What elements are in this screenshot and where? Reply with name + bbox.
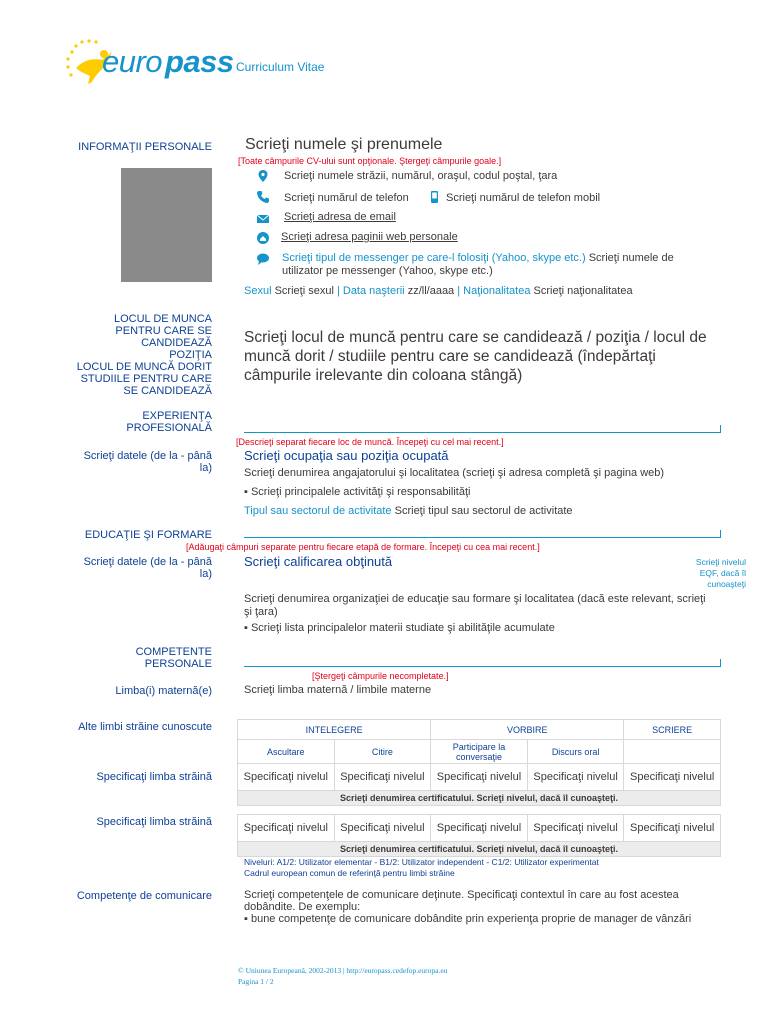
mobile-text: Scrieţi numărul de telefon mobil [446,192,601,204]
education-note: [Adăugaţi câmpuri separate pentru fiecare etapă de formare. Începeţi cu cea mai recent.] [186,542,540,552]
section-label-skills: COMPETENTE PERSONALE [135,646,212,670]
target-job-text: Scrieţi locul de muncă pentru care se candidează / poziţia / locul de muncă dorit / studiile pentru care se candidează (îndepărtaţi câmpurile irelevante din coloana stângă) [244,329,707,384]
messenger-label: Scrieţi tipul de messenger pe care-l folosiţi (Yahoo, skype etc.) [282,252,586,264]
education-organisation: Scrieţi denumirea organizaţiei de educaţie sau formare şi localitatea (dacă este relevant, scrieţi şi ţara) [244,593,706,618]
level-cell: Specificaţi nivelul [624,764,721,791]
other-languages-label: Alte limbi străine cunoscute [78,721,212,733]
experience-activities: ▪ Scrieţi principalele activităţi şi responsabilităţi [244,486,471,498]
level-cell: Specificaţi nivelul [238,764,335,791]
mother-tongue-label: Limba(i) maternă(e) [115,685,212,697]
languages-table [237,719,721,857]
section-divider [244,432,721,433]
header-speaking: VORBIRE [431,720,624,740]
communication-skills-text: Scrieţi competenţele de comunicare deţinute. Specificaţi contextul în care au fost acestea dobândite. De exemplu: ▪ bune competenţe de comunicare dobândite prin experienţa proprie de manager de vânzări [244,889,692,925]
level-cell: Specificaţi nivelul [334,764,431,791]
eqf-level: Scrieţi nivelul EQF, dacă îl cunoaşteţi [695,557,746,589]
section-divider-tick [720,530,721,538]
level-cell: Specificaţi nivelul [238,815,335,842]
dob-value: zz/ll/aaaa [407,285,455,297]
experience-sector: Tipul sau sectorul de activitate Scrieţi tipul sau sectorul de activitate [244,505,573,517]
dob-label: Data naşterii [342,285,405,297]
skills-note: [Ştergeţi câmpurile necompletate.] [312,671,449,681]
section-label-personal: INFORMAŢII PERSONALE [78,141,212,153]
mother-tongue-value: Scrieţi limba maternă / limbile materne [244,684,432,696]
foreign-language-name: Specificaţi limba străină [96,771,212,783]
section-divider [244,666,721,667]
optional-fields-note: [Toate câmpurile CV-ului sunt opţionale. Ştergeţi câmpurile goale.] [238,156,502,166]
section-divider [244,537,721,538]
subheader-production: Discurs oral [527,740,624,764]
experience-note: [Descrieţi separat fiecare loc de muncă. Începeţi cu cel mai recent.] [236,437,504,447]
header-writing: SCRIERE [624,720,721,740]
phone-icon [256,190,270,204]
address-text: Scrieţi numele străzii, numărul, oraşul, codul poştal, ţara [284,170,558,182]
section-divider-tick [720,659,721,667]
section-label-education: EDUCAŢIE ŞI FORMARE [84,529,212,541]
certificate-row: Scrieţi denumirea certificatului. Scrieţi nivelul, dacă îl cunoaşteţi. [238,842,721,857]
sex-value: Scrieţi sexul [274,285,334,297]
web-home-icon [256,231,270,245]
experience-employer: Scrieţi denumirea angajatorului şi localitatea (scrieţi şi adresa completă şi pagina web) [244,467,665,479]
section-divider-tick [720,425,721,433]
level-cell: Specificaţi nivelul [527,815,624,842]
mobile-phone-icon [427,190,441,204]
messenger-chat-icon [256,252,270,266]
level-cell: Specificaţi nivelul [334,815,431,842]
levels-legend: Niveluri: A1/2: Utilizator elementar - B1/2: Utilizator independent - C1/2: Utilizator experimentat Cadrul european comun de referinţă pentru limbi străine [244,857,599,878]
nationality-value: Scrieţi naţionalitatea [533,285,633,297]
communication-skills-label: Competenţe de comunicare [76,890,212,902]
subheader-reading: Citire [334,740,431,764]
education-dates: Scrieţi datele (de la - până la) [83,556,212,580]
full-name: Scrieţi numele şi prenumele [245,136,443,153]
footer-page-number: Pagina 1 / 2 [238,977,274,986]
foreign-language-name: Specificaţi limba străină [96,816,212,828]
certificate-row: Scrieţi denumirea certificatului. Scrieţi nivelul, dacă îl cunoaşteţi. [238,791,721,806]
section-label-target: LOCUL DE MUNCA PENTRU CARE SE CANDIDEAZĂ POZIŢIA LOCUL DE MUNCĂ DORIT STUDIILE PENTRU CARE SE CANDIDEAZĂ [76,313,212,397]
phone-text: Scrieţi numărul de telefon [284,192,409,204]
level-cell: Specificaţi nivelul [624,815,721,842]
education-title: Scrieţi calificarea obţinută [244,554,393,569]
email-envelope-icon [256,212,270,226]
level-cell: Specificaţi nivelul [431,815,528,842]
messenger-value: Scrieţi numele de utilizator pe messenger (Yahoo, skype etc.) [282,252,674,277]
email-link[interactable]: Scrieţi adresa de email [284,211,396,223]
photo-placeholder [121,168,212,282]
experience-title: Scrieţi ocupaţia sau poziţia ocupată [244,448,449,463]
location-pin-icon [256,169,270,183]
subheader-writing-empty [624,740,721,764]
level-cell: Specificaţi nivelul [431,764,528,791]
subheader-listening: Ascultare [238,740,335,764]
website-link[interactable]: Scrieţi adresa paginii web personale [281,231,458,243]
sex-label: Sexul [244,285,272,297]
education-subjects: ▪ Scrieţi lista principalelor materii studiate şi abilităţile acumulate [244,622,555,634]
nationality-label: Naţionalitatea [463,285,531,297]
footer-copyright: © Uniunea Europeană, 2002-2013 | http://europass.cedefop.europa.eu [238,966,448,975]
messenger-block [282,252,702,278]
experience-dates: Scrieţi datele (de la - până la) [83,450,212,474]
logo-euro-text: euro [102,44,163,79]
logo-pass-text: pass [165,44,234,79]
header-understanding: INTELEGERE [238,720,431,740]
subheader-interaction: Participare la conversaţie [431,740,528,764]
personal-details-line [244,285,633,298]
table-spacer [238,806,721,815]
level-cell: Specificaţi nivelul [527,764,624,791]
section-label-experience: EXPERIENŢA PROFESIONALĂ [126,410,212,434]
separator: | [457,285,461,297]
europass-logo [62,38,242,90]
separator: | [336,285,340,297]
document-subtitle: Curriculum Vitae [236,60,325,74]
